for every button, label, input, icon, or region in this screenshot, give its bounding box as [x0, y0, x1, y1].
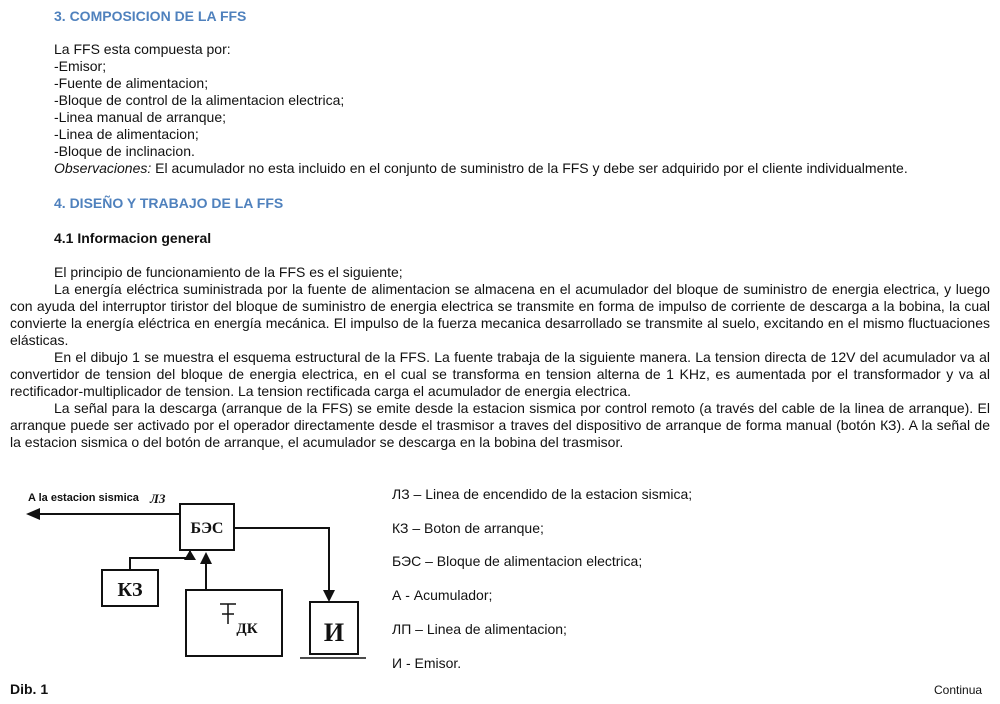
paragraph-1: El principio de funcionamiento de la FFS es el siguiente;	[54, 264, 403, 280]
bes-label: БЭС	[190, 520, 224, 537]
arrow-label: A la estacion sismica	[28, 492, 139, 504]
kz-label: КЗ	[117, 579, 143, 601]
legend-item-lz: ЛЗ – Linea de encendido de la estacion sismica;	[392, 486, 693, 502]
paragraph-4-text: La señal para la descarga (arranque de la FFS) se emite desde la estacion sismica por control remoto (a través del cable de la linea de arranque). El arranque puede ser activado por el operador directamente desde el trasmisor a traves del dispositivo de arranque de forma manual (botón КЗ). A la señal de la estacion sismica o del botón de arranque, el acumulador se descarga en la bobina del trasmisor.	[10, 400, 990, 450]
dk-label: ДК	[236, 621, 258, 637]
emitter-label: И	[323, 618, 345, 647]
structural-diagram	[20, 486, 380, 666]
dk-box	[186, 590, 282, 656]
section4-heading: 4. DISEÑO Y TRABAJO DE LA FFS	[54, 195, 284, 211]
legend-item-a: А - Acumulador;	[392, 587, 493, 603]
section3-heading: 3. COMPOSICION DE LA FFS	[54, 8, 247, 24]
continua-label: Continua	[934, 683, 983, 697]
paragraph-3-text: En el dibujo 1 se muestra el esquema estructural de la FFS. La fuente trabaja de la siguiente manera. La tension directa de 12V del acumulador va al convertidor de tension del bloque de energia electrica, en el cual se transforma en tension alterna de 1 KHz, es aumentada por el transformador y va al rectificador-multiplicador de tension. La tension rectificada carga el acumulador de energia electrica.	[10, 349, 990, 399]
list-item: -Fuente de alimentacion;	[54, 75, 209, 91]
arrow-down-icon	[323, 590, 335, 602]
list-item: -Linea manual de arranque;	[54, 109, 227, 125]
legend-item-lp: ЛП – Linea de alimentacion;	[392, 621, 567, 637]
arrow-left-icon	[26, 508, 40, 520]
paragraph-2-text: La energía eléctrica suministrada por la fuente de alimentacion se almacena en el acumulador del bloque de suministro de energia electrica, y luego con ayuda del interruptor tiristor del bloque de suministro de energia electrica se transmite en forma de impulso de corriente de descarga a la bobina, la cual convierte la energía eléctrica en energía mecánica. El impulso de la fuerza mecanica desarrollado se transmite al suelo, excitando en el mismo fluctuaciones elásticas.	[10, 281, 990, 348]
list-item: -Linea de alimentacion;	[54, 126, 199, 142]
paragraph-3	[10, 349, 990, 400]
arrow-up-icon	[184, 550, 196, 560]
figure-caption: Dib. 1	[10, 681, 49, 697]
legend-item-i: И - Emisor.	[392, 655, 462, 671]
legend-item-bes: БЭС – Bloque de alimentacion electrica;	[392, 553, 643, 569]
legend-item-kz: КЗ – Boton de arranque;	[392, 520, 544, 536]
paragraph-4	[10, 400, 990, 451]
paragraph-2	[10, 281, 990, 349]
observation-text: El acumulador no esta incluido en el conjunto de suministro de la FFS y debe ser adquirido por el cliente individualmente.	[151, 160, 908, 176]
list-item: -Bloque de inclinacion.	[54, 143, 195, 159]
observation-label: Observaciones:	[54, 160, 152, 176]
section3-list	[54, 41, 984, 177]
section4-subheading: 4.1 Informacion general	[54, 230, 212, 246]
list-item: -Emisor;	[54, 58, 107, 74]
power-line-to-emitter	[234, 528, 329, 596]
lz-label: ЛЗ	[150, 491, 166, 506]
section3-intro: La FFS esta compuesta por:	[54, 41, 231, 57]
kz-to-bes-line	[130, 550, 190, 570]
arrow-up-icon	[200, 552, 212, 564]
observation	[54, 160, 984, 177]
list-item: -Bloque de control de la alimentacion electrica;	[54, 92, 345, 108]
